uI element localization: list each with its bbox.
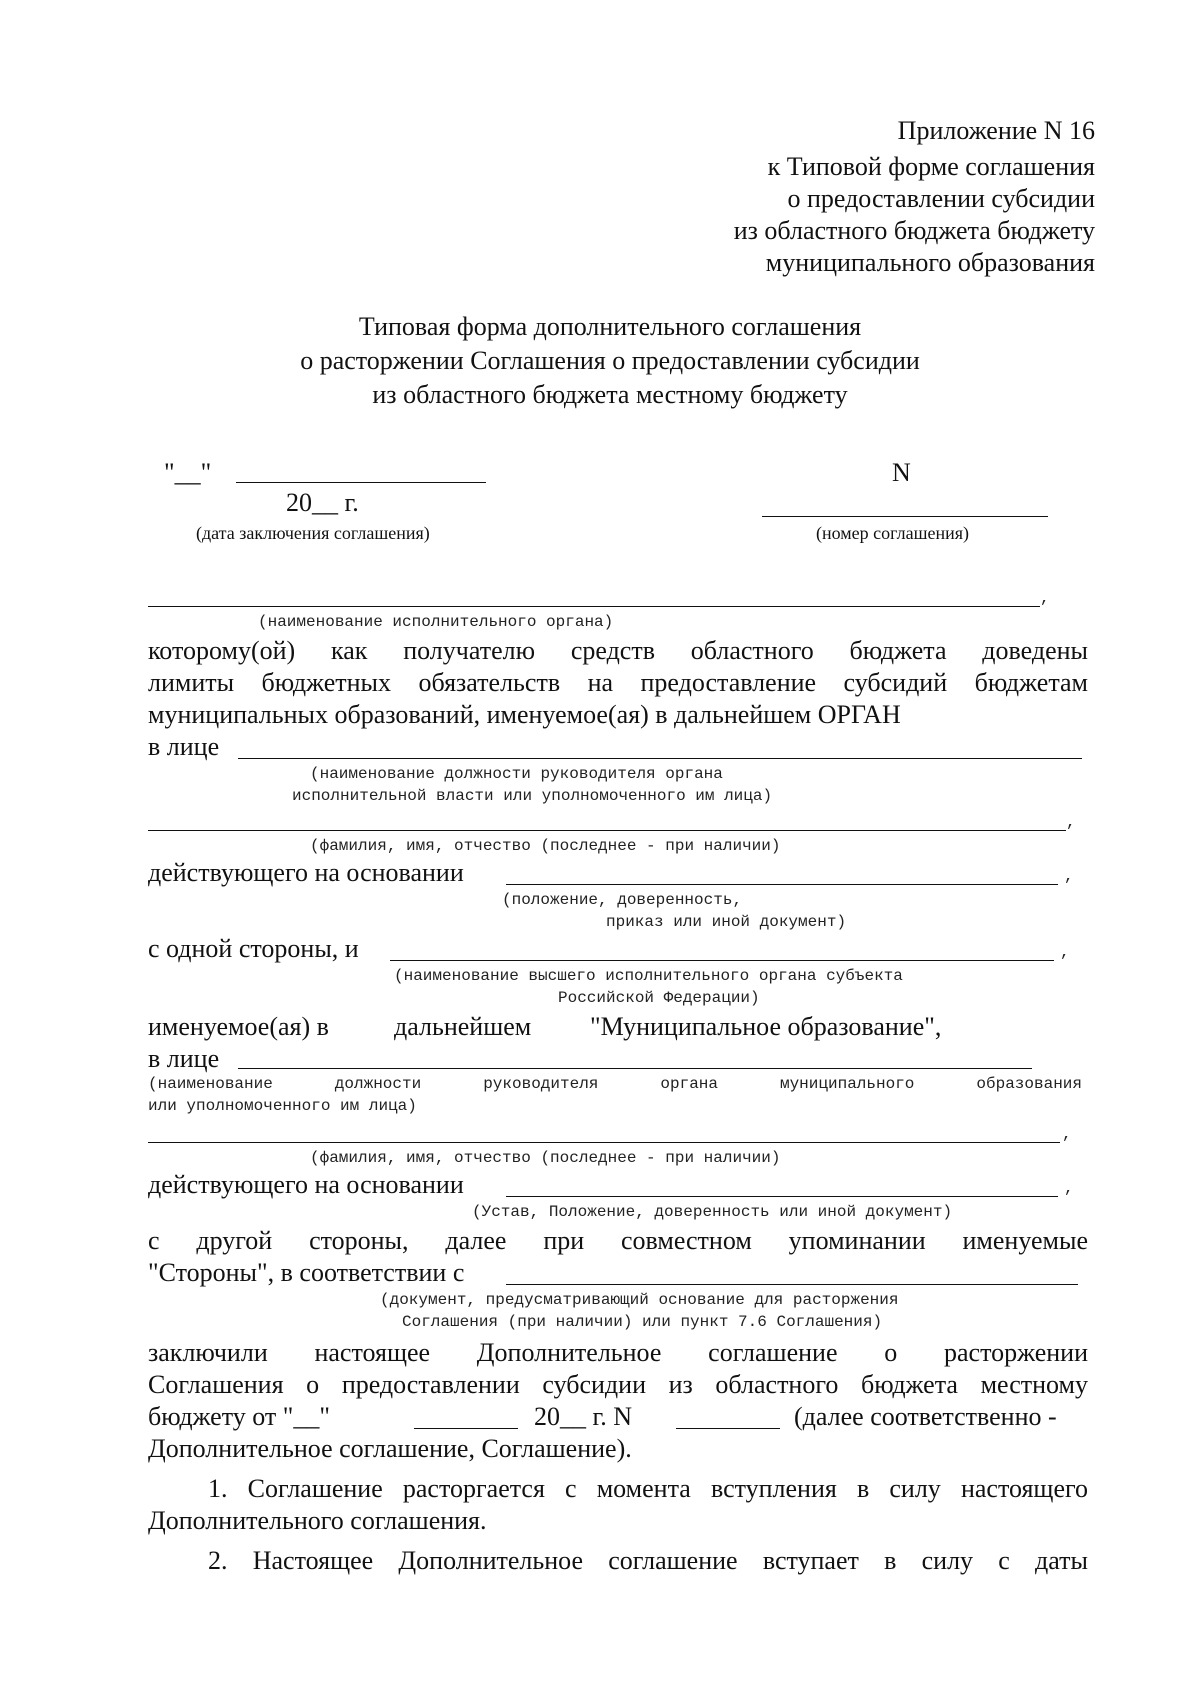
date-year: 20__ г.	[286, 488, 359, 517]
side2-caption: Соглашения (при наличии) или пункт 7.6 Соглашения)	[402, 1313, 883, 1331]
municipality-word: "Муниципальное образование",	[590, 1012, 942, 1041]
rep1-fio-comma: ,	[1066, 813, 1076, 831]
municipality-word: дальнейшем	[394, 1012, 532, 1041]
organ-caption: (наименование исполнительного органа)	[258, 613, 614, 631]
concluded-month-line	[414, 1428, 518, 1429]
concluded-number-line	[676, 1428, 780, 1429]
side1-label: с одной стороны, и	[148, 934, 359, 963]
side1-comma: ,	[1060, 943, 1070, 961]
title-line: из областного бюджета местному бюджету	[372, 380, 848, 409]
rep1-basis-caption: (положение, доверенность,	[502, 891, 743, 909]
side1-caption: Российской Федерации)	[558, 989, 760, 1007]
organ-text-line: которому(ой) как получателю средств областного бюджета доведены	[148, 636, 1088, 665]
rep2-fio-comma: ,	[1062, 1125, 1072, 1143]
rep1-basis-caption: приказ или иной документ)	[606, 913, 847, 931]
rep1-basis-label: действующего на основании	[148, 858, 464, 887]
rep2-fio-line	[148, 1142, 1060, 1143]
rep2-basis-caption: (Устав, Положение, доверенность или иной документ)	[472, 1203, 953, 1221]
concluded-line: (далее соответственно -	[794, 1402, 1057, 1431]
agreement-number-line	[762, 516, 1048, 517]
appendix-line: о предоставлении субсидии	[787, 184, 1095, 213]
side2-document-line	[506, 1284, 1078, 1285]
date-month-line	[236, 482, 486, 483]
agreement-number-caption: (номер соглашения)	[816, 523, 969, 543]
clause-2-line: 2. Настоящее Дополнительное соглашение вступает в силу с даты	[208, 1546, 1088, 1575]
concluded-line: бюджету от "__"	[148, 1402, 330, 1431]
rep2-basis-comma: ,	[1064, 1179, 1074, 1197]
rep1-basis-line	[506, 884, 1058, 885]
rep2-caption: или уполномоченного им лица)	[148, 1097, 417, 1115]
rep2-label: в лице	[148, 1044, 220, 1073]
side1-name-line	[390, 960, 1054, 961]
rep1-basis-comma: ,	[1064, 867, 1074, 885]
appendix-number: Приложение N 16	[897, 116, 1095, 145]
side2-caption: (документ, предусматривающий основание для расторжения	[380, 1291, 899, 1309]
side2-text-line: с другой стороны, далее при совместном упоминании именуемые	[148, 1226, 1088, 1255]
organ-text-line: лимиты бюджетных обязательств на предоставление субсидий бюджетам	[148, 668, 1088, 697]
title-line: Типовая форма дополнительного соглашения	[358, 312, 862, 341]
date-caption: (дата заключения соглашения)	[196, 523, 430, 543]
concluded-line: 20__ г. N	[534, 1402, 633, 1431]
rep2-basis-line	[506, 1196, 1058, 1197]
clause-1-line: 1. Соглашение расторгается с момента вступления в силу настоящего	[208, 1474, 1088, 1503]
rep2-basis-label: действующего на основании	[148, 1170, 464, 1199]
concluded-line: заключили настоящее Дополнительное соглашение о расторжении	[148, 1338, 1088, 1367]
clause-1-line: Дополнительного соглашения.	[148, 1506, 487, 1535]
organ-comma: ,	[1040, 589, 1050, 607]
side1-caption: (наименование высшего исполнительного органа субъекта	[394, 967, 903, 985]
date-day-quote: "__"	[164, 458, 212, 487]
appendix-line: муниципального образования	[765, 248, 1095, 277]
rep1-label: в лице	[148, 732, 220, 761]
rep2-position-line	[238, 1068, 1032, 1069]
rep1-fio-caption: (фамилия, имя, отчество (последнее - при наличии)	[310, 837, 781, 855]
concluded-line: Дополнительное соглашение, Соглашение).	[148, 1434, 632, 1463]
organ-text-line: муниципальных образований, именуемое(ая) в дальнейшем ОРГАН	[148, 700, 901, 729]
title-line: о расторжении Соглашения о предоставлении субсидии	[300, 346, 920, 375]
rep2-fio-caption: (фамилия, имя, отчество (последнее - при наличии)	[310, 1149, 781, 1167]
appendix-line: из областного бюджета бюджету	[733, 216, 1095, 245]
rep1-fio-line	[148, 830, 1066, 831]
concluded-line: Соглашения о предоставлении субсидии из областного бюджета местному	[148, 1370, 1088, 1399]
rep2-caption: (наименование должности руководителя органа муниципального образования	[148, 1075, 1082, 1093]
appendix-line: к Типовой форме соглашения	[767, 152, 1095, 181]
agreement-number-label: N	[892, 458, 911, 487]
side2-text-line: "Стороны", в соответствии с	[148, 1258, 465, 1287]
rep1-caption: (наименование должности руководителя органа	[310, 765, 723, 783]
rep1-position-line	[238, 758, 1082, 759]
municipality-word: именуемое(ая) в	[148, 1012, 329, 1041]
organ-name-line	[148, 606, 1040, 607]
rep1-caption: исполнительной власти или уполномоченного им лица)	[292, 787, 773, 805]
